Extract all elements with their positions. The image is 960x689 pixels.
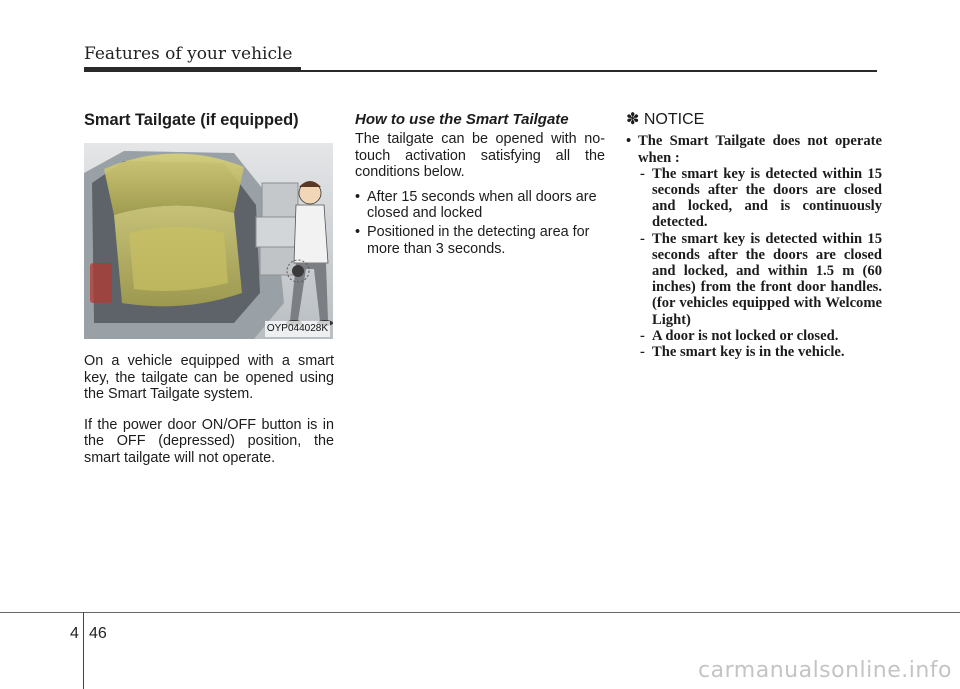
paragraph-power-door: If the power door ON/OFF button is in the OFF (depressed) position, the smart tailgate will not operate. [84,417,334,466]
column-right [626,112,882,360]
tailgate-figure-svg [84,143,333,339]
page-header-title: Features of your vehicle [84,44,293,64]
section-heading: Smart Tailgate (if equipped) [84,111,299,129]
column-left [84,112,334,481]
header-rule-thin [301,70,877,72]
smart-tailgate-illustration [84,143,333,339]
notice-main-item: • The Smart Tailgate does not operate when : [626,133,882,166]
notice-subitem: - A door is not locked or closed. [640,327,839,344]
list-item: • After 15 seconds when all doors are closed and locked [355,189,605,222]
conditions-list [355,189,605,258]
chapter-number: 4 [70,625,79,642]
footer-divider [83,612,84,689]
list-item: • Positioned in the detecting area for more than 3 seconds. [355,224,605,257]
figure-code: OYP044028K [265,321,330,337]
page-number: 46 [89,625,107,642]
notice-body [626,133,882,360]
column-middle [355,112,605,260]
paragraph-smart-key: On a vehicle equipped with a smart key, the tailgate can be opened using the Smart Tailgate system. [84,353,334,403]
subsection-heading: How to use the Smart Tailgate [355,111,569,128]
notice-subitem: - The smart key is detected within 15 seconds after the doors are closed and locked, and within 1.5 m (60 inches) from the front door handles. (for vehicles equipped with Welcome Light) [640,230,882,328]
watermark: carmanualsonline.info [698,658,952,683]
notice-heading: ✽ NOTICE [626,111,705,128]
notice-subitem: - The smart key is in the vehicle. [640,344,845,361]
footer-rule [0,612,960,613]
header-rule-thick [84,67,301,72]
paragraph-intro: The tailgate can be opened with no-touch activation satisfying all the conditions below. [355,131,605,181]
notice-subitem: - The smart key is detected within 15 seconds after the doors are closed and locked, and is continuously detected. [640,165,882,231]
notice-main-text: The Smart Tailgate does not operate when : [638,133,882,166]
